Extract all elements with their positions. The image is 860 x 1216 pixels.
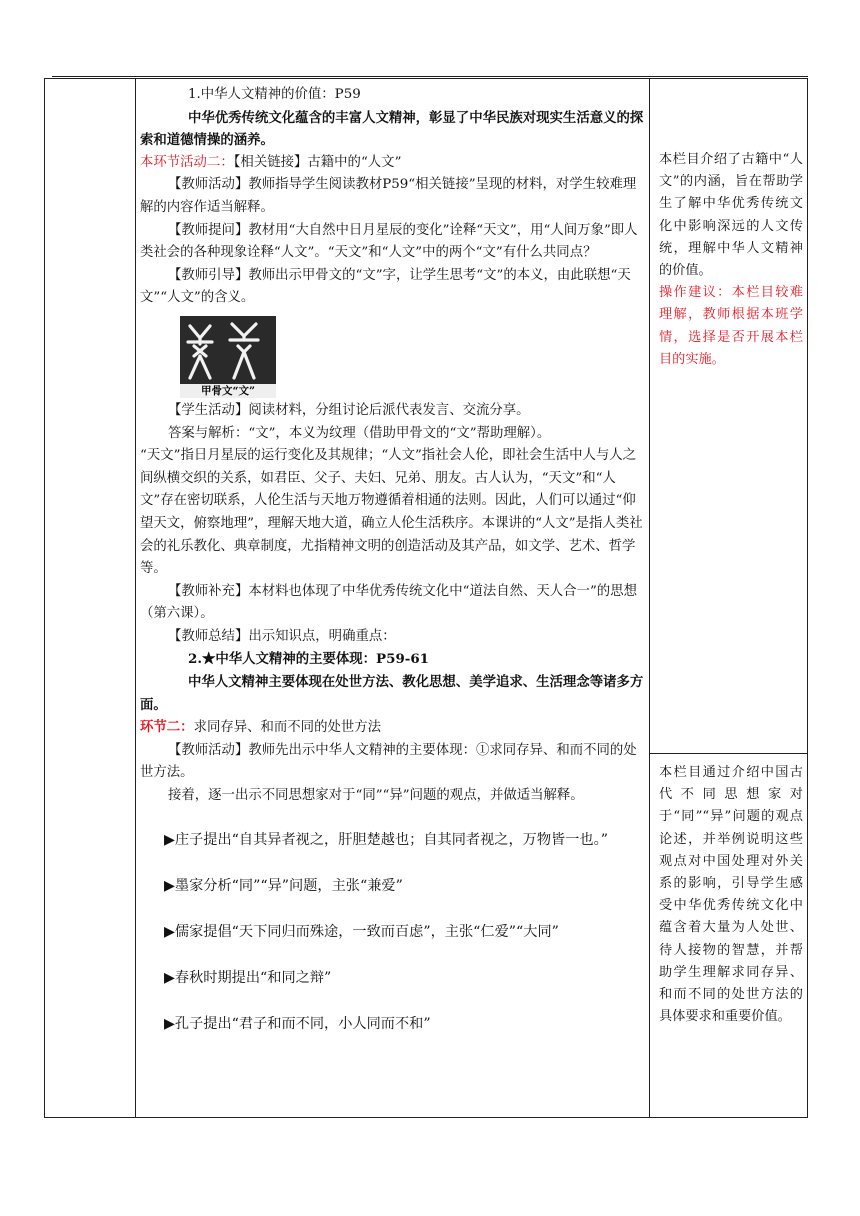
section2-heading: [140, 716, 645, 740]
quote-confucian: ▶儒家提倡“天下同归而殊途，一致而百虑”，主张“仁爱”“大同”: [164, 923, 559, 940]
point2-body: 中华人文精神主要体现在处世方法、教化思想、美学追求、生活理念等诸多方面。: [140, 674, 644, 713]
point1-title: 1.中华人文精神的价值：P59: [188, 87, 361, 102]
section2-topic: 求同存异、和而不同的处世方法: [193, 720, 382, 736]
teacher-question: 【教师提问】教材用“大自然中日月星辰的变化”诠释“天文”，用“人间万象”即人类社会的各种现象诠释“人文”。“天文”和“人文”中的两个“文”有什么共同点？: [140, 222, 638, 261]
side-note-1-tip: 操作建议：本栏目较难理解，教师根据本班学情，选择是否开展本栏目的实施。: [659, 285, 803, 367]
answer-explanation: “天文”指日月星辰的运行变化及其规律；“人文”指社会人伦，即社会生活中人与人之间纵横交织的关系，如君臣、父子、夫妇、兄弟、朋友。古人认为，“天文”和“人文”存在密切联系，人伦生活与天地万物遵循着相通的法则。因此，人们可以通过“仰望天文，俯察地理”，理解天地大道，确立人伦生活秩序。本课讲的“人文”是指人类社会的礼乐教化、典章制度，尤指精神文明的创造活动及其产品，如文学、艺术、哲学等。: [140, 448, 643, 577]
next-step: 接着，逐一出示不同思想家对于“同”“异”问题的观点，并做适当解释。: [168, 788, 584, 804]
teacher-activity: 【教师活动】教师指导学生阅读教材P59“相关链接”呈现的材料，对学生较难理解的内容作适当解释。: [140, 177, 637, 215]
column-divider-left: [135, 79, 136, 1117]
section2-label: 环节二：: [140, 719, 194, 736]
teacher-activity-2: 【教师活动】教师先出示中华人文精神的主要体现：①求同存异、和而不同的处世方法。: [140, 742, 637, 781]
side-note-2-text: 本栏目通过介绍中国古代不同思想家对于“同”“异”问题的观点论述，并举例说明这些观点对中国处理对外关系的影响，引导学生感受中华优秀传统文化中蕴含着大量为人处世、待人接物的智慧，并帮助学生理解求同存异、和而不同的处世方法的具体要求和重要价值。: [659, 765, 803, 1025]
quote-mohist: ▶墨家分析“同”“异”问题，主张“兼爱”: [164, 877, 403, 894]
student-activity: 【学生活动】阅读材料，分组讨论后派代表发言、交流分享。: [168, 402, 530, 418]
column-divider-right: [649, 79, 650, 1117]
oracle-image-caption: 甲骨文“文”: [180, 384, 276, 398]
main-content: [140, 84, 645, 1038]
answer-first-line: 答案与解析：“文”，本义为纹理（借助甲骨文的“文”帮助理解）。: [168, 425, 551, 441]
side-note-2: [659, 762, 803, 1028]
activity2-label: 本环节活动二：: [140, 154, 234, 170]
side-note-1-text: 本栏目介绍了古籍中“人文”的内涵，旨在帮助学生了解中华优秀传统文化中影响深远的人文传统，理解中华人文精神的价值。: [659, 152, 803, 279]
oracle-wen-glyph-icon: [180, 316, 276, 384]
teacher-supplement: 【教师补充】本材料也体现了中华优秀传统文化中“道法自然、天人合一”的思想（第六课）。: [140, 583, 637, 622]
oracle-bone-image: [180, 316, 276, 398]
teacher-summary: 【教师总结】出示知识点，明确重点：: [168, 628, 396, 644]
point2-title: 2.★中华人文精神的主要体现：P59-61: [188, 651, 429, 668]
activity2-topic: 【相关链接】古籍中的“人文”: [233, 154, 402, 170]
quote-zhuangzi: ▶庄子提出“自其异者视之，肝胆楚越也；自其同者视之，万物皆一也。”: [164, 831, 608, 848]
quote-confucius: ▶孔子提出“君子和而不同，小人同而不和”: [164, 1015, 431, 1032]
top-rule: [52, 76, 808, 77]
teacher-guide: 【教师引导】教师出示甲骨文的“文”字，让学生思考“文”的本义，由此联想“天文”“人文”的含义。: [140, 267, 631, 306]
quote-spring-autumn: ▶春秋时期提出“和同之辩”: [164, 969, 332, 986]
point1-body: 中华优秀传统文化蕴含的丰富人文精神，彰显了中华民族对现实生活意义的探索和道德情操的涵养。: [140, 109, 644, 149]
side-row-divider: [649, 753, 807, 754]
side-note-1: [659, 149, 803, 371]
activity2-heading: [140, 152, 645, 175]
